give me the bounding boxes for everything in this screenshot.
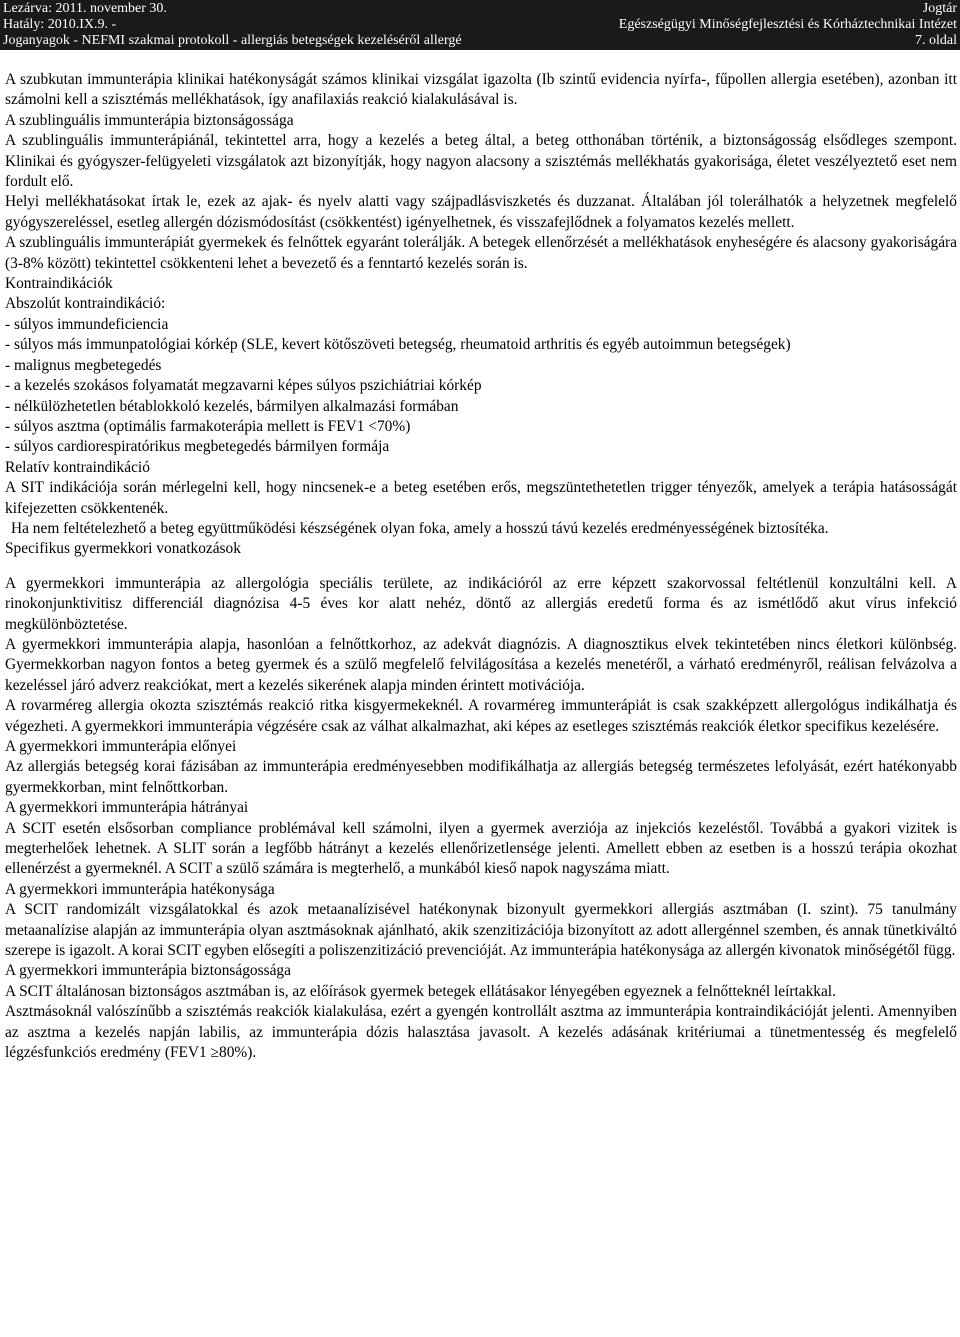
list-item: - malignus megbetegedés [5,356,162,374]
paragraph-scit-efficacy: A szubkutan immunterápia klinikai hatékonyságát számos klinikai vizsgálat igazolta (Ib szintű evidencia nyírfa-, fűpollen allergia esetében), azonban itt számolni kell a szisztémás mellékhatások, így anafilaxiás reakció kialakulásával is. [5,71,957,109]
paragraph-slit-safety-2: Helyi mellékhatásokat írtak le, ezek az ajak- és nyelv alatti vagy szájpadlásviszketés és duzzanat. Általában jól tolerálhatók a helyzetnek megfelelő gyógyszereléssel, esetleg allergén dózismódosítást (csökkentést) igényelhetnek, és visszafejlődnek a folyamatos kezelés mellett. [5,193,957,231]
heading-slit-safety: A szublinguális immunterápia biztonságossága [5,111,294,129]
paragraph-relative-1: A SIT indikációja során mérlegelni kell, hogy nincsenek-e a beteg esetében erős, megszüntethetetlen trigger tényezők, amelyek a terápia hatásosságát kifejezetten csökkentenék. [5,479,957,517]
list-item: - súlyos cardiorespiratórikus megbetegedés bármilyen formája [5,438,390,456]
list-item: - a kezelés szokásos folyamatát megzavarni képes súlyos pszichiátriai kórkép [5,377,482,395]
absolute-contraindication-list [5,315,957,458]
paragraph-pediatric-disadvantages: A SCIT esetén elsősorban compliance problémával kell számolni, ilyen a gyermek averziója az injekciós kezeléstől. Továbbá a gyakori vizitek is megterhelőek lehetnek. A SLIT során a legfőbb hátrányt a kezelés ellenőrizetlensége jelenti. Amellett ebben az esetben is a hosszú terápia okozhat ellenérzést a gyermeknél. A SCIT a szülő számára is megterhelő, a munkából kieső napok nagyszáma miatt. [5,819,957,878]
header-publisher: Jogtár [922,1,957,16]
list-item: - súlyos más immunpatológiai kórkép (SLE, kevert kötőszöveti betegség, rheumatoid arthritis és egyéb autoimmun betegségek) [5,336,791,354]
heading-relative-contraindication: Relatív kontraindikáció [5,458,150,476]
heading-pediatric-efficacy: A gyermekkori immunterápia hatékonysága [5,880,275,898]
paragraph-pediatric-1: A gyermekkori immunterápia az allergológia speciális területe, az indikációról az erre képzett szakorvossal feltétlenül konzultálni kell. A rinokonjunktivitisz differenciál diagnózisa 4-5 éves kor alatt nehéz, döntő az allergiás eredetű forma és az ismétlődő akut vírus infekció megkülönböztetése. [5,574,957,633]
paragraph-pediatric-advantages: Az allergiás betegség korai fázisában az immunterápia eredményesebben modifikálhatja az allergiás betegség természetes lefolyását, ezért hatékonyabb gyermekkorban, mint felnőttkorban. [5,758,957,796]
paragraph-pediatric-safety-2: Asztmásoknál valószínűbb a szisztémás reakciók kialakulása, ezért a gyengén kontrollált asztma az immunterápia kontraindikációját jelenti. Amennyiben az asztma a kezelés napján labilis, az immunterápia dózis halasztása javasolt. A kezelés adásának kritériumai a tünetmentesség és megfelelő légzésfunkciós eredmény (FEV1 ≥80%). [5,1003,957,1062]
header-page-number: 7. oldal [915,33,957,48]
heading-absolute-contraindication: Abszolút kontraindikáció: [5,295,166,313]
document-header [0,0,960,50]
header-document-title: Joganyagok - NEFMI szakmai protokoll - allergiás betegségek kezeléséről allergé [3,33,462,48]
header-institute: Egészségügyi Minőségfejlesztési és Kórháztechnikai Intézet [618,17,957,32]
header-effective-date: Hatály: 2010.IX.9. - [3,17,117,32]
heading-pediatric-safety: A gyermekkori immunterápia biztonságossága [5,962,291,980]
paragraph-slit-safety-1: A szublinguális immunterápiánál, tekintettel arra, hogy a kezelés a beteg által, a beteg otthonában történik, a biztonságosság elsődleges szempont. Klinikai és gyógyszer-felügyeleti vizsgálatok azt bizonyítják, hogy nagyon alacsony a szisztémás mellékhatás gyakorisága, életet veszélyeztető eset nem fordult elő. [5,132,957,191]
paragraph-pediatric-2: A gyermekkori immunterápia alapja, hasonlóan a felnőttkorhoz, az adekvát diagnózis. A diagnosztikus elvek tekintetében nincs életkori különbség. Gyermekkorban nagyon fontos a beteg gyermek és a szülő megfelelő felvilágosítása a kezelés menetéről, a várható eredményről, reálisan felvázolva a kezeléssel járó adverz reakciókat, mert a kezelés sikerének alapja minden érintett motivációja. [5,635,957,694]
list-item: - súlyos immundeficiencia [5,315,169,333]
paragraph-slit-safety-3: A szublinguális immunterápiát gyermekek és felnőttek egyaránt tolerálják. A betegek ellenőrzését a mellékhatások enyheségére és alacsony gyakoriságára (3-8% között) tekintettel csökkenteni lehet a bevezető és a fenntartó kezelés során is. [5,234,957,272]
paragraph-relative-2: Ha nem feltételezhető a beteg együttműködési készségének olyan foka, amely a hosszú távú kezelés eredményességének biztosítéka. [11,519,829,537]
header-closed-date: Lezárva: 2011. november 30. [3,1,167,16]
document-body [5,70,957,1064]
heading-pediatric-disadvantages: A gyermekkori immunterápia hátrányai [5,799,249,817]
paragraph-pediatric-efficacy: A SCIT randomizált vizsgálatokkal és azok metaanalízisével hatékonynak bizonyult gyermekkori allergiás asztmában (I. szint). 75 tanulmány metaanalízise alapján az immunterápia olyan asztmásoknak ajánlható, akik szenzitizációja bizonyított az adott allergénnel szemben, és annak tünetkiváltó szerepe is igazolt. A korai SCIT egyben elősegíti a poliszenzitizáció prevencióját. Az immunterápia hatékonysága az allergén kivonatok minőségétől függ. [5,901,957,960]
heading-pediatric: Specifikus gyermekkori vonatkozások [5,540,241,558]
paragraph-pediatric-safety-1: A SCIT általánosan biztonságos asztmában is, az előírások gyermek betegek ellátásakor lényegében egyeznek a felnőtteknél leírtakkal. [5,982,836,1000]
heading-pediatric-advantages: A gyermekkori immunterápia előnyei [5,738,237,755]
heading-contraindications: Kontraindikációk [5,275,113,293]
list-item: - súlyos asztma (optimális farmakoterápia mellett is FEV1 <70%) [5,417,411,435]
paragraph-pediatric-3: A rovarméreg allergia okozta szisztémás reakció ritka kisgyermekeknél. A rovarméreg immunterápiát is csak szakképzett allergológus indikálhatja és végezheti. A gyermekkori immunterápia végzésére csak az válhat alkalmazhat, aki képes az esetleges szisztémás reakciók életkor specifikus kezelésére. [5,697,957,735]
list-item: - nélkülözhetetlen bétablokkoló kezelés, bármilyen alkalmazási formában [5,397,459,415]
